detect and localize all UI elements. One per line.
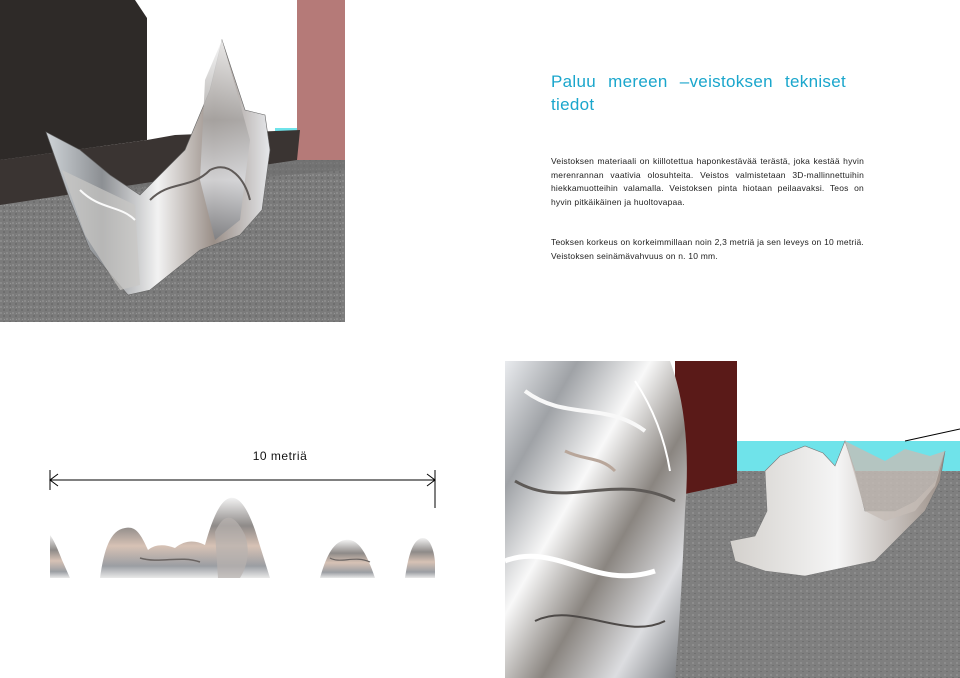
render-bottom-image: [505, 361, 960, 678]
render-top-image: [0, 0, 345, 322]
description-paragraph-material: Veistoksen materiaali on kiillotettua haponkestävää terästä, joka kestää hyvin merenrannan vaativia olosuhteita. Veistos valmistetaan 3D-mallinnettuihin hiekkamuotteihin valamalla. Veistoksen pinta hiotaan peilaavaksi. Teos on hyvin pitkäikäinen ja huoltovapaa.: [551, 156, 864, 207]
render-top-view: [0, 0, 345, 322]
description-paragraph-dimensions: Teoksen korkeus on korkeimmillaan noin 2,3 metriä ja sen leveys on 10 metriä. Veistoksen seinämävahvuus on n. 10 mm.: [551, 237, 864, 261]
dimension-label: 10 metriä: [252, 449, 308, 463]
render-bottom-view: [505, 361, 960, 678]
dimension-line: [50, 470, 435, 508]
page-title: Paluu mereen –veistoksen tekniset tiedot: [551, 72, 846, 114]
elevation-drawing: [40, 440, 450, 585]
